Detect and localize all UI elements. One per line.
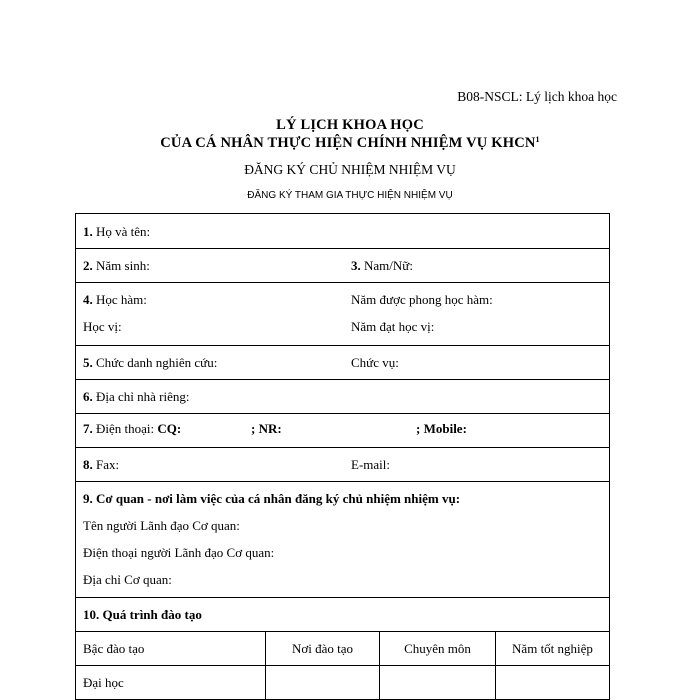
workplace-title: 9. Cơ quan - nơi làm việc của cá nhân đăng ký chủ nhiệm nhiệm vụ: [83,491,461,506]
row-home-address [75,380,610,414]
degree-field[interactable]: Học vị: [83,319,122,334]
row-birth-gender [75,249,610,283]
header-major: Chuyên môn [380,632,496,665]
gender-label: Nam/Nữ: [364,258,413,273]
row-place[interactable] [266,666,380,699]
research-title-label: Chức danh nghiên cứu: [96,355,218,370]
field-number: 3. [351,258,361,273]
training-title: 10. Quá trình đào tạo [83,607,202,622]
training-table-header [75,632,610,666]
full-name-field[interactable] [83,214,150,249]
phone-field[interactable] [83,414,181,444]
footnote-mark: 1 [535,135,540,144]
phone-home-label[interactable]: ; NR: [251,421,282,436]
row-academic [75,283,610,346]
phone-label: Điện thoại: [96,421,155,436]
document-title: LÝ LỊCH KHOA HỌC [276,117,424,133]
field-number: 7. [83,421,93,436]
subtitle-register-lead: ĐĂNG KÝ CHỦ NHIỆM NHIỆM VỤ [244,162,456,177]
field-number: 1. [83,224,93,239]
gender-field[interactable] [351,249,413,282]
header-grad-year: Năm tốt nghiệp [512,641,593,656]
row-level: Đại học [76,666,266,699]
row-grad-year[interactable] [496,666,609,699]
header-level: Bậc đào tạo [76,632,266,665]
full-name-label: Họ và tên: [96,224,151,239]
academic-title-label: Học hàm: [96,292,147,307]
degree-year-field[interactable]: Năm đạt học vị: [351,319,435,334]
row-research-title [75,346,610,380]
position-field[interactable]: Chức vụ: [351,355,399,370]
birth-year-field[interactable] [83,249,150,282]
leader-name-field[interactable]: Tên người Lãnh đạo Cơ quan: [83,518,240,533]
email-field[interactable]: E-mail: [351,457,390,472]
field-number: 5. [83,355,93,370]
home-address-field[interactable] [83,380,190,413]
table-row [75,666,610,700]
row-phone [75,414,610,448]
row-workplace [75,482,610,598]
form-code: B08-NSCL: Lý lịch khoa học [457,89,617,104]
academic-title-field[interactable] [83,286,147,313]
fax-label: Fax: [96,457,120,472]
row-major[interactable] [380,666,496,699]
document-title-line2 [0,135,700,152]
fax-field[interactable] [83,448,119,481]
research-title-field[interactable] [83,346,217,379]
row-fax-email [75,448,610,482]
academic-title-year-field[interactable]: Năm được phong học hàm: [351,292,493,307]
field-number: 6. [83,389,93,404]
subtitle-register-participant: ĐĂNG KÝ THAM GIA THỰC HIỆN NHIỆM VỤ [247,190,453,201]
row-training-title [75,598,610,632]
leader-phone-field[interactable]: Điện thoại người Lãnh đạo Cơ quan: [83,545,275,560]
field-number: 2. [83,258,93,273]
document-title-line2-text: CỦA CÁ NHÂN THỰC HIỆN CHÍNH NHIỆM VỤ KHCN [160,135,536,151]
phone-mobile-label[interactable]: ; Mobile: [416,421,467,436]
row-full-name [75,213,610,249]
home-address-label: Địa chỉ nhà riêng: [96,389,190,404]
header-place: Nơi đào tạo [266,632,380,665]
workplace-address-field[interactable]: Địa chỉ Cơ quan: [83,572,172,587]
field-number: 8. [83,457,93,472]
phone-office-label: CQ: [157,421,182,436]
field-number: 4. [83,292,93,307]
birth-year-label: Năm sinh: [96,258,150,273]
cv-form [75,213,610,700]
